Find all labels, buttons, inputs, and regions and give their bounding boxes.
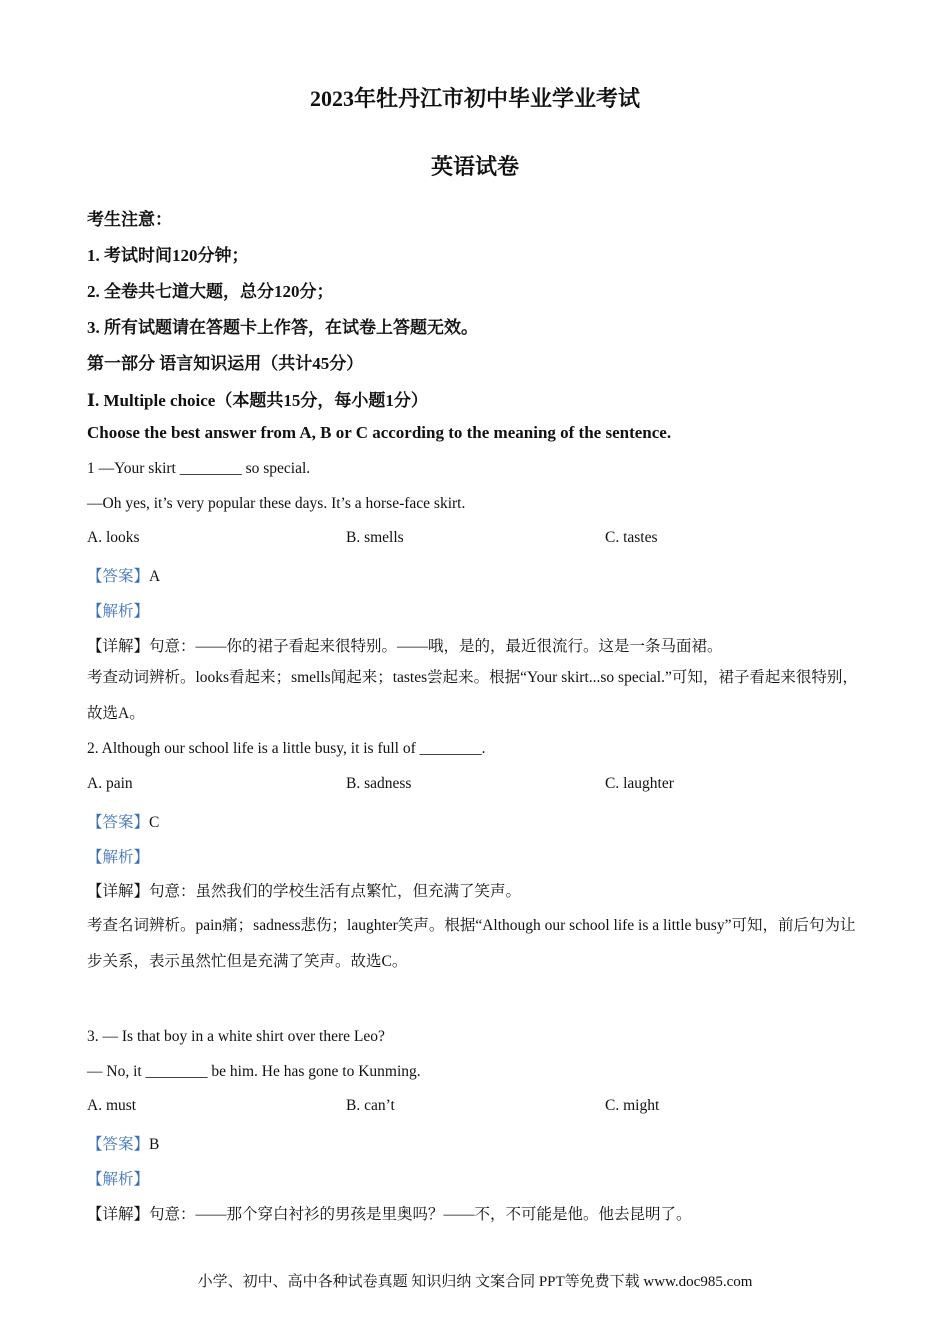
part-title: 第一部分 语言知识运用（共计45分） [87,354,364,373]
answer-row [87,1132,159,1154]
detail-text: 句意：——你的裙子看起来很特别。——哦，是的，最近很流行。这是一条马面裙。 [149,638,723,655]
answer-row [87,564,160,586]
detail-text: 句意：——那个穿白衬衫的男孩是里奥吗？——不，不可能是他。他去昆明了。 [149,1206,692,1223]
explanation: 考查动词辨析。looks看起来；smells闻起来；tastes尝起来。根据“Your skirt...so special.”可知，裙子看起来很特别，故选A。 [87,669,858,722]
option-a: A. pain [87,775,133,792]
answer-label: 【答案】 [87,568,150,585]
question-line: 1 —Your skirt ________ so special. [87,460,311,477]
detail-label: 【详解】 [87,883,150,900]
detail-label: 【详解】 [87,638,150,655]
analysis-label: 【解析】 [87,603,150,620]
option-c: C. laughter [605,775,674,792]
analysis-row [87,1167,149,1189]
exam-title: 2023年牡丹江市初中毕业学业考试 [309,86,640,111]
option-b: B. sadness [346,775,412,792]
answer-value: C [149,814,160,831]
instruction: Choose the best answer from A, B or C according to the meaning of the sentence. [87,423,672,442]
analysis-label: 【解析】 [87,1171,150,1188]
answer-value: A [149,568,161,585]
section-title: Ⅰ. Multiple choice（本题共15分，每小题1分） [87,391,428,410]
detail-row [87,879,521,901]
question-line: 2. Although our school life is a little busy, it is full of ________. [87,740,486,757]
analysis-label: 【解析】 [87,849,150,866]
page-footer: 小学、初中、高中各种试卷真题 知识归纳 文案合同 PPT等免费下载 www.doc985.com [197,1274,753,1290]
option-c: C. tastes [605,529,658,546]
detail-label: 【详解】 [87,1206,150,1223]
answer-value: B [149,1136,160,1153]
notice-item: 3. 所有试题请在答题卡上作答，在试卷上答题无效。 [87,318,478,337]
answer-row [87,810,159,832]
analysis-row [87,845,149,867]
detail-row [87,634,723,656]
notice-item: 2. 全卷共七道大题，总分120分； [87,282,334,301]
explanation: 考查名词辨析。pain痛；sadness悲伤；laughter笑声。根据“Although our school life is a little busy”可知，前后句为让步关系，表示虽然忙但是充满了笑声。故选C。 [87,917,856,970]
answer-label: 【答案】 [87,814,150,831]
exam-subtitle: 英语试卷 [430,154,519,179]
detail-text: 句意：虽然我们的学校生活有点繁忙，但充满了笑声。 [149,883,522,900]
notice-item: 1. 考试时间120分钟； [87,246,249,265]
question-line: —Oh yes, it’s very popular these days. It’s a horse-face skirt. [87,495,466,512]
option-b: B. can’t [346,1097,395,1114]
option-a: A. must [87,1097,137,1114]
question-line: — No, it ________ be him. He has gone to Kunming. [87,1063,421,1080]
option-a: A. looks [87,529,140,546]
option-c: C. might [605,1097,660,1114]
answer-label: 【答案】 [87,1136,150,1153]
analysis-row [87,599,149,621]
option-b: B. smells [346,529,404,546]
notice-heading: 考生注意： [87,210,172,229]
question-line: 3. — Is that boy in a white shirt over there Leo? [87,1028,385,1045]
detail-row [87,1202,692,1224]
